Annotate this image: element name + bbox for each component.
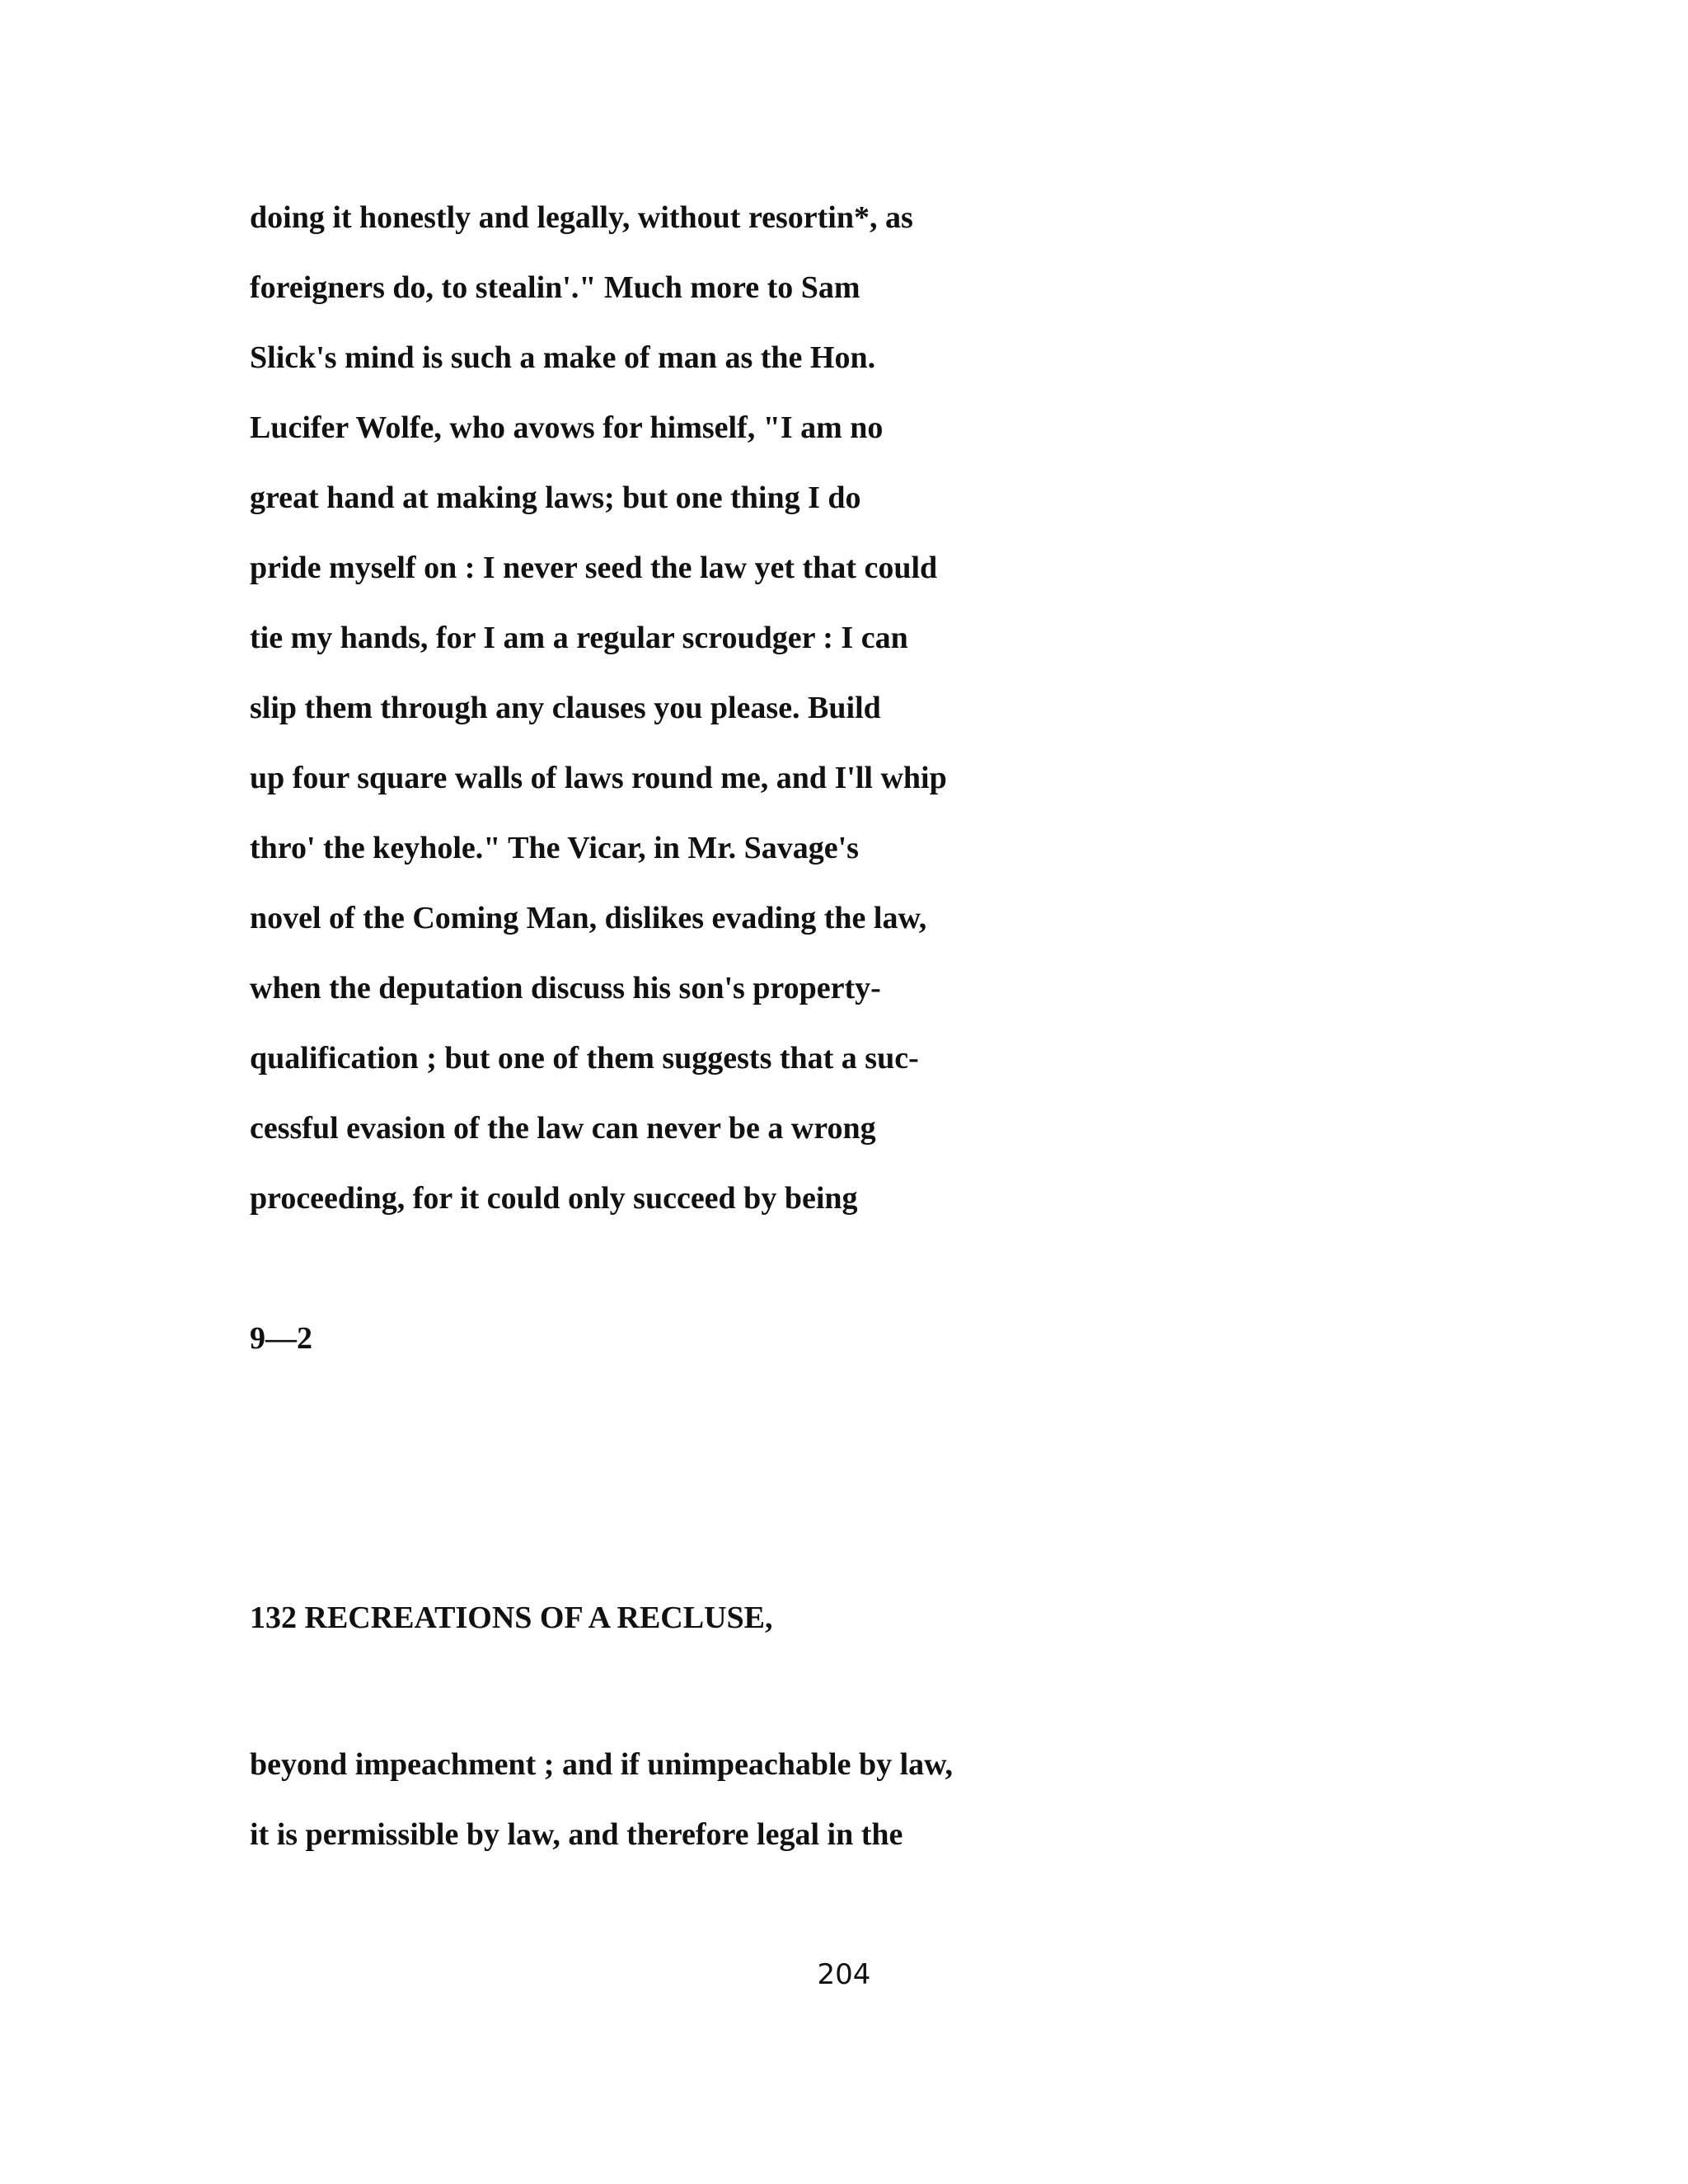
text-line: thro' the keyhole." The Vicar, in Mr. Savage's — [250, 831, 859, 865]
text-line: slip them through any clauses you please. Build — [250, 691, 881, 725]
text-line: foreigners do, to stealin'." Much more to Sam — [250, 270, 860, 305]
text-line: tie my hands, for I am a regular scroudger : I can — [250, 621, 908, 655]
text-line: when the deputation discuss his son's property- — [250, 971, 881, 1005]
text-line: qualification ; but one of them suggests that a suc- — [250, 1041, 919, 1076]
text-line: novel of the Coming Man, dislikes evading the law, — [250, 901, 927, 935]
text-line: pride myself on : I never seed the law yet that could — [250, 551, 938, 585]
text-line: Lucifer Wolfe, who avows for himself, "I am no — [250, 410, 884, 445]
text-line: proceeding, for it could only succeed by being — [250, 1181, 858, 1216]
running-header: 132 RECREATIONS OF A RECLUSE, — [250, 1601, 773, 1635]
signature-mark: 9—2 — [250, 1321, 312, 1356]
text-line: cessful evasion of the law can never be a wrong — [250, 1111, 876, 1146]
text-line: Slick's mind is such a make of man as the Hon. — [250, 340, 876, 375]
text-line: it is permissible by law, and therefore legal in the — [250, 1817, 903, 1852]
text-line: up four square walls of laws round me, and I'll whip — [250, 761, 947, 795]
page-number: 204 — [817, 1958, 871, 1991]
text-line: beyond impeachment ; and if unimpeachable by law, — [250, 1747, 953, 1782]
text-line: great hand at making laws; but one thing I do — [250, 480, 861, 515]
text-line: doing it honestly and legally, without resortin*, as — [250, 200, 913, 235]
